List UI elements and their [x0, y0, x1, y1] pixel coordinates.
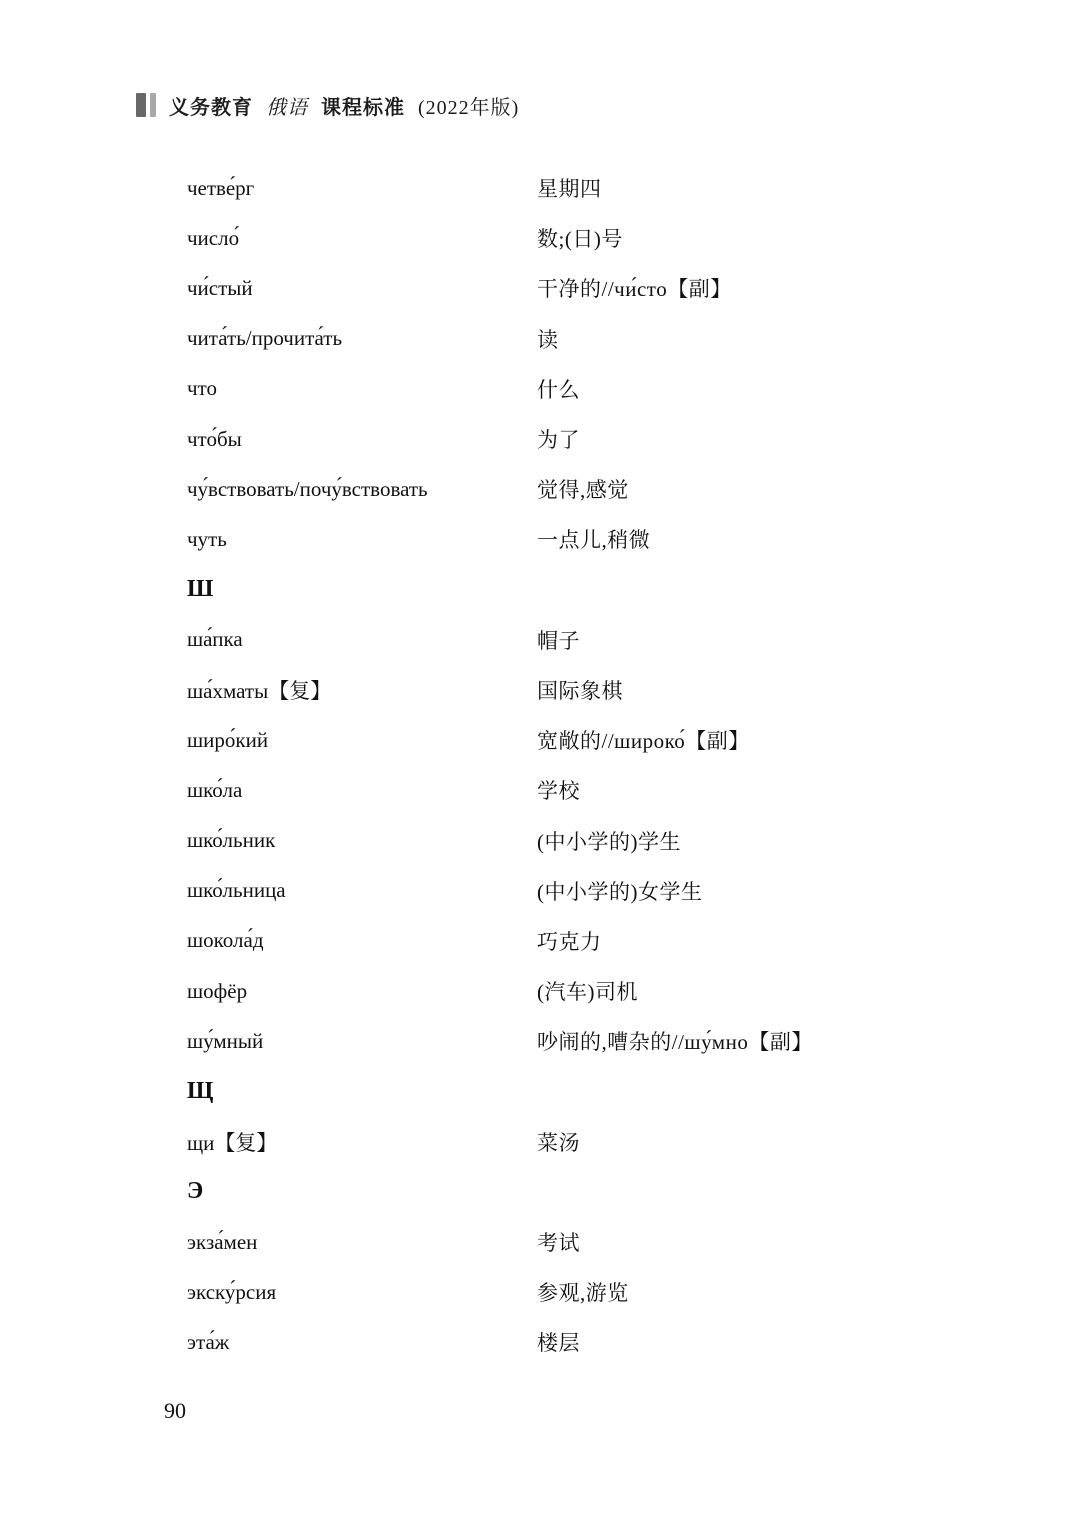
page-number: 90 — [164, 1398, 186, 1423]
chinese-translation: (中小学的)女学生 — [537, 879, 703, 904]
vocab-row — [187, 866, 1047, 916]
chinese-translation: 菜汤 — [537, 1130, 580, 1155]
vocab-section-header — [187, 1167, 1047, 1217]
chinese-translation: 国际象棋 — [537, 678, 623, 703]
russian-word: чуть — [187, 526, 227, 551]
vocab-row — [187, 213, 1047, 263]
vocab-row — [187, 314, 1047, 364]
chinese-translation: 数;(日)号 — [537, 227, 623, 252]
vocab-row — [187, 765, 1047, 815]
chinese-translation: 吵闹的,嘈杂的//шу́мно【副】 — [537, 1030, 813, 1055]
vocab-row — [187, 665, 1047, 715]
vocab-row — [187, 1267, 1047, 1317]
page-header — [136, 90, 519, 120]
russian-word: чита́ть/прочита́ть — [187, 326, 343, 351]
vocab-row — [187, 715, 1047, 765]
russian-word: шко́ла — [187, 777, 243, 802]
header-bar-dark-icon — [136, 93, 146, 117]
chinese-translation: 一点儿,稍微 — [537, 528, 651, 553]
section-letter: Ш — [187, 576, 214, 603]
chinese-translation: 什么 — [537, 377, 580, 402]
chinese-translation: 干净的//чи́сто【副】 — [537, 277, 732, 302]
russian-word: экску́рсия — [187, 1279, 277, 1304]
chinese-translation: 学校 — [537, 779, 580, 804]
russian-word: число́ — [187, 225, 240, 250]
russian-word: ша́хматы【复】 — [187, 678, 332, 703]
vocab-row — [187, 615, 1047, 665]
header-bar-light-icon — [150, 93, 156, 117]
chinese-translation: 星期四 — [537, 177, 602, 202]
russian-word: щи【复】 — [187, 1130, 278, 1155]
vocab-row — [187, 514, 1047, 564]
header-doc-type: 课程标准 — [321, 96, 405, 119]
vocab-row — [187, 1117, 1047, 1167]
chinese-translation: 参观,游览 — [537, 1281, 629, 1306]
vocab-row — [187, 364, 1047, 414]
vocab-row — [187, 916, 1047, 966]
vocab-row — [187, 1016, 1047, 1066]
chinese-translation: 考试 — [537, 1231, 580, 1256]
chinese-translation: 读 — [537, 327, 559, 352]
vocab-row — [187, 1317, 1047, 1367]
chinese-translation: 巧克力 — [537, 929, 602, 954]
vocab-row — [187, 263, 1047, 313]
russian-word: шко́льник — [187, 828, 276, 853]
russian-word: шофёр — [187, 978, 248, 1003]
chinese-translation: 楼层 — [537, 1331, 580, 1356]
chinese-translation: 为了 — [537, 428, 580, 453]
russian-word: что́бы — [187, 426, 242, 451]
vocab-row — [187, 414, 1047, 464]
russian-word: ша́пка — [187, 627, 243, 652]
section-letter: Э — [187, 1178, 204, 1205]
vocab-section-header — [187, 1066, 1047, 1116]
russian-word: чу́вствовать/почу́вствовать — [187, 476, 428, 501]
vocab-row — [187, 1217, 1047, 1267]
russian-word: чи́стый — [187, 275, 253, 300]
vocab-row — [187, 163, 1047, 213]
russian-word: шу́мный — [187, 1028, 264, 1053]
chinese-translation: (中小学的)学生 — [537, 829, 681, 854]
section-letter: Щ — [187, 1077, 214, 1104]
header-edition: (2022年版) — [418, 96, 520, 119]
chinese-translation: 觉得,感觉 — [537, 478, 629, 503]
chinese-translation: 帽子 — [537, 628, 580, 653]
vocab-section-header — [187, 565, 1047, 615]
chinese-translation: (汽车)司机 — [537, 980, 638, 1005]
russian-word: шко́льница — [187, 878, 286, 903]
chinese-translation: 宽敞的//широко́【副】 — [537, 729, 750, 754]
russian-word: широ́кий — [187, 727, 269, 752]
russian-word: шокола́д — [187, 928, 264, 953]
header-series: 义务教育 — [169, 96, 253, 119]
vocab-row — [187, 815, 1047, 865]
russian-word: эта́ж — [187, 1329, 230, 1354]
russian-word: что — [187, 376, 217, 401]
russian-word: четве́рг — [187, 175, 255, 200]
vocab-row — [187, 966, 1047, 1016]
vocab-row — [187, 464, 1047, 514]
vocabulary-list — [187, 163, 1047, 1368]
header-subject: 俄语 — [266, 96, 308, 119]
russian-word: экза́мен — [187, 1229, 258, 1254]
